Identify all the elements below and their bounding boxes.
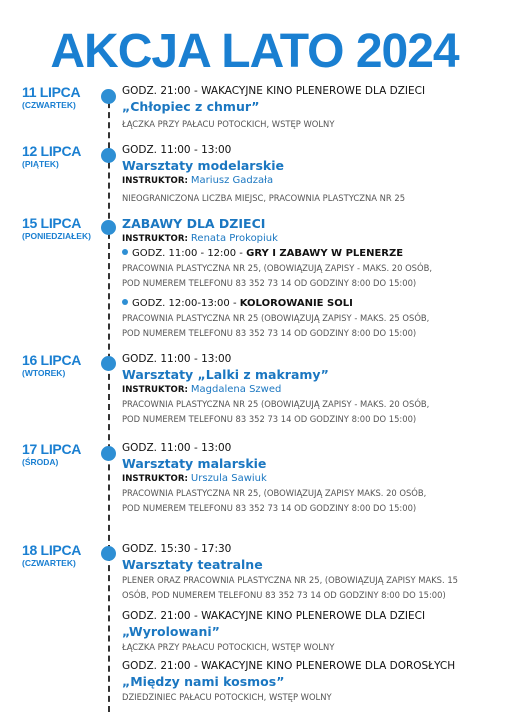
sub-event-location: POD NUMEREM TELEFONU 83 352 73 14 OD GODZINY 8:00 DO 15:00): [122, 278, 417, 288]
timeline-line: [108, 92, 110, 712]
event-title: Warsztaty „Lalki z makramy”: [122, 367, 329, 382]
sub-event-location: PRACOWNIA PLASTYCZNA NR 25, (OBOWIĄZUJĄ ZAPISY - MAKS. 20 OSÓB,: [122, 263, 432, 273]
instructor-label: INSTRUKTOR:: [122, 176, 188, 186]
sub-event-time: GODZ. 12:00-13:00 -: [132, 298, 240, 309]
date-block: [22, 542, 106, 569]
instructor-name: Urszula Sawiuk: [190, 473, 267, 484]
event-time: GODZ. 21:00 - WAKACYJNE KINO PLENEROWE DLA DZIECI: [122, 610, 426, 622]
event-time: GODZ. 21:00 - WAKACYJNE KINO PLENEROWE DLA DZIECI: [122, 85, 426, 97]
event-location: POD NUMEREM TELEFONU 83 352 73 14 OD GODZINY 8:00 DO 15:00): [122, 503, 417, 513]
instructor-name: Mariusz Gadzała: [190, 175, 274, 186]
date-label: 12 LIPCA: [22, 143, 82, 159]
instructor-line: [122, 232, 502, 246]
instructor-name: Renata Prokopiuk: [190, 233, 278, 244]
event-location: ŁĄCZKA PRZY PAŁACU POTOCKICH, WSTĘP WOLNY: [122, 119, 335, 129]
instructor-label: INSTRUKTOR:: [122, 474, 188, 484]
event-location: PRACOWNIA PLASTYCZNA NR 25 (OBOWIĄZUJĄ ZAPISY - MAKS. 20 OSÓB,: [122, 399, 430, 409]
date-block: [22, 84, 106, 111]
weekday-label: (WTOREK): [22, 368, 66, 378]
event-block: [122, 542, 502, 705]
event-location: POD NUMEREM TELEFONU 83 352 73 14 OD GODZINY 8:00 DO 15:00): [122, 414, 417, 424]
sub-event: [122, 297, 502, 311]
date-block: [22, 143, 106, 170]
instructor-line: [122, 383, 502, 397]
bullet-dot: [122, 299, 128, 305]
date-label: 15 LIPCA: [22, 215, 82, 231]
event-location: DZIEDZINIEC PAŁACU POTOCKICH, WSTĘP WOLNY: [122, 692, 332, 702]
event-location: NIEOGRANICZONA LICZBA MIEJSC, PRACOWNIA PLASTYCZNA NR 25: [122, 193, 406, 203]
bullet-dot: [122, 249, 128, 255]
event-time: GODZ. 11:00 - 13:00: [122, 442, 232, 454]
instructor-label: INSTRUKTOR:: [122, 234, 188, 244]
sub-event-location: PRACOWNIA PLASTYCZNA NR 25 (OBOWIĄZUJĄ ZAPISY - MAKS. 25 OSÓB,: [122, 313, 430, 323]
sub-event-time: GODZ. 11:00 - 12:00 -: [132, 248, 247, 259]
event-block: [122, 441, 502, 516]
date-block: [22, 215, 106, 242]
instructor-name: Magdalena Szwed: [190, 384, 282, 395]
date-block: [22, 441, 106, 468]
event-block: [122, 215, 502, 341]
event-title: „Chłopiec z chmur”: [122, 99, 260, 114]
event-location: OSÓB, POD NUMEREM TELEFONU 83 352 73 14 OD GODZINY 8:00 DO 15:00): [122, 590, 446, 600]
event-block: [122, 352, 502, 427]
weekday-label: (CZWARTEK): [22, 100, 76, 110]
date-label: 17 LIPCA: [22, 441, 82, 457]
page-title: AKCJA LATO 2024: [50, 25, 459, 78]
event-location: ŁĄCZKA PRZY PAŁACU POTOCKICH, WSTĘP WOLNY: [122, 642, 335, 652]
event-block: [122, 143, 502, 206]
date-block: [22, 352, 106, 379]
event-title: „Między nami kosmos”: [122, 674, 285, 689]
instructor-line: [122, 174, 502, 188]
event-block: [122, 84, 502, 132]
event-title: Warsztaty malarskie: [122, 456, 267, 471]
date-label: 18 LIPCA: [22, 542, 82, 558]
event-time: GODZ. 21:00 - WAKACYJNE KINO PLENEROWE DLA DOROSŁYCH: [122, 660, 456, 672]
event-time: GODZ. 15:30 - 17:30: [122, 543, 232, 555]
weekday-label: (ŚRODA): [22, 457, 59, 467]
weekday-label: (PONIEDZIAŁEK): [22, 231, 91, 241]
sub-event: [122, 247, 502, 261]
instructor-label: INSTRUKTOR:: [122, 385, 188, 395]
event-title: Warsztaty modelarskie: [122, 158, 284, 173]
event-location: PRACOWNIA PLASTYCZNA NR 25, (OBOWIĄZUJĄ ZAPISY MAKS. 20 OSÓB,: [122, 488, 427, 498]
event-time: GODZ. 11:00 - 13:00: [122, 144, 232, 156]
sub-event-location: POD NUMEREM TELEFONU 83 352 73 14 OD GODZINY 8:00 DO 15:00): [122, 328, 417, 338]
date-label: 16 LIPCA: [22, 352, 82, 368]
weekday-label: (PIĄTEK): [22, 159, 59, 169]
sub-event-title: GRY I ZABAWY W PLENERZE: [246, 248, 404, 259]
event-location: PLENER ORAZ PRACOWNIA PLASTYCZNA NR 25, (OBOWIĄZUJĄ ZAPISY MAKS. 15: [122, 575, 458, 585]
event-title: Warsztaty teatralne: [122, 557, 263, 572]
event-time: GODZ. 11:00 - 13:00: [122, 353, 232, 365]
weekday-label: (CZWARTEK): [22, 558, 76, 568]
event-title: „Wyrolowani”: [122, 624, 220, 639]
instructor-line: [122, 472, 502, 486]
date-label: 11 LIPCA: [22, 84, 81, 100]
event-title: ZABAWY DLA DZIECI: [122, 216, 266, 231]
sub-event-title: KOLOROWANIE SOLI: [239, 298, 353, 309]
